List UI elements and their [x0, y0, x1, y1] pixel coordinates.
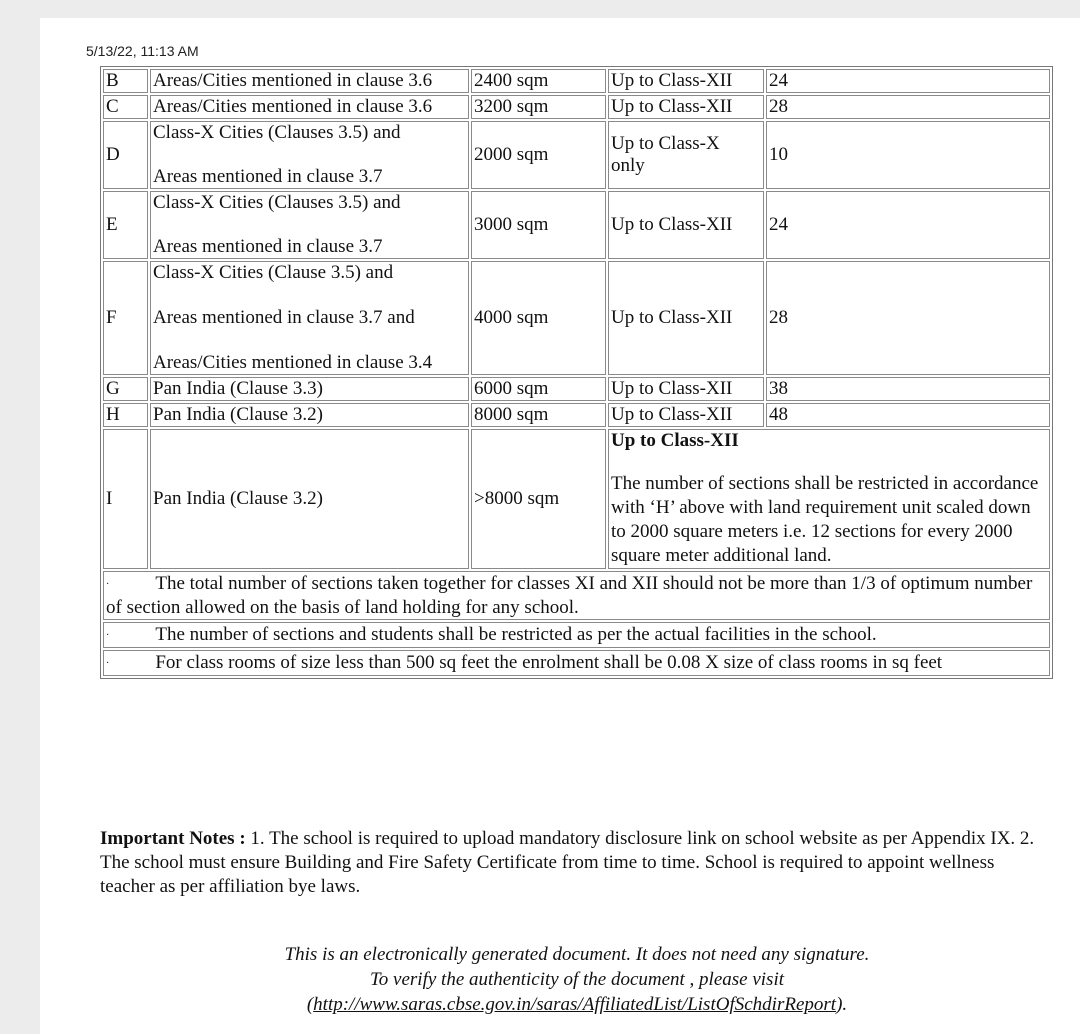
category-cell: I: [103, 429, 148, 569]
class-note-cell: [608, 429, 1050, 569]
important-notes: [100, 827, 1040, 899]
area-line: Areas/Cities mentioned in clause 3.4: [153, 352, 433, 373]
table-row: [103, 429, 1050, 569]
footer-line: This is an electronically generated document. It does not need any signature.: [284, 944, 870, 965]
bullet-icon: ·: [106, 658, 110, 670]
land-cell: >8000 sqm: [471, 429, 606, 569]
table-note-row: [103, 571, 1050, 620]
table-note-row: [103, 622, 1050, 648]
table-row: [103, 261, 1050, 375]
area-line: Areas mentioned in clause 3.7: [153, 236, 383, 257]
footer-link-line: [180, 992, 974, 1017]
bullet-icon: ·: [106, 630, 110, 642]
land-cell: 2000 sqm: [471, 121, 606, 189]
table-row: [103, 69, 1050, 93]
area-line: Class-X Cities (Clause 3.5) and: [153, 262, 394, 283]
land-cell: 2400 sqm: [471, 69, 606, 93]
sections-cell: 38: [766, 377, 1050, 401]
note-text: The total number of sections taken together for classes XI and XII should not be more than 1/3 of optimum number of section allowed on the basis of land holding for any school.: [106, 573, 1033, 619]
table-row: [103, 121, 1050, 189]
land-cell: 3000 sqm: [471, 191, 606, 259]
class-cell: Up to Class-XII: [608, 377, 764, 401]
verification-link[interactable]: http://www.saras.cbse.gov.in/saras/AffiliatedList/ListOfSchdirReport: [313, 994, 837, 1015]
class-label: Up to Class-XII: [611, 430, 739, 451]
link-prefix: (: [306, 994, 314, 1015]
category-cell: E: [103, 191, 148, 259]
class-cell: Up to Class-XII: [608, 191, 764, 259]
print-timestamp: 5/13/22, 11:13 AM: [86, 43, 199, 59]
class-cell: Up to Class-XII: [608, 69, 764, 93]
area-cell: [150, 121, 469, 189]
area-cell: Areas/Cities mentioned in clause 3.6: [150, 69, 469, 93]
sections-cell: 28: [766, 95, 1050, 119]
area-cell: [150, 261, 469, 375]
important-text: 1. The school is required to upload mandatory disclosure link on school website as per Appendix IX. 2. The school must ensure Building and Fire Safety Certificate from time to time. School is required to appoint wellness teacher as per affiliation bye laws.: [100, 828, 1035, 897]
area-cell: Areas/Cities mentioned in clause 3.6: [150, 95, 469, 119]
area-cell: Pan India (Clause 3.2): [150, 403, 469, 427]
table-row: [103, 95, 1050, 119]
land-cell: 3200 sqm: [471, 95, 606, 119]
area-line: Areas mentioned in clause 3.7 and: [153, 307, 415, 328]
important-label: Important Notes :: [100, 828, 246, 849]
sections-note: The number of sections shall be restricted in accordance with ‘H’ above with land requirement unit scaled down to 2000 square meters i.e. 12 sections for every 2000 square meter additional land.: [611, 473, 1039, 566]
category-cell: C: [103, 95, 148, 119]
land-cell: 4000 sqm: [471, 261, 606, 375]
sections-cell: 48: [766, 403, 1050, 427]
area-cell: Pan India (Clause 3.3): [150, 377, 469, 401]
land-cell: 8000 sqm: [471, 403, 606, 427]
footer: [180, 942, 974, 1017]
sections-cell: 24: [766, 191, 1050, 259]
table-note-row: [103, 650, 1050, 676]
category-cell: F: [103, 261, 148, 375]
class-cell: Up to Class-XII: [608, 403, 764, 427]
bullet-icon: ·: [106, 579, 110, 591]
area-line: Areas mentioned in clause 3.7: [153, 166, 383, 187]
area-cell: [150, 191, 469, 259]
footer-line: To verify the authenticity of the document , please visit: [369, 969, 785, 990]
area-cell: Pan India (Clause 3.2): [150, 429, 469, 569]
sections-cell: 28: [766, 261, 1050, 375]
class-cell: Up to Class-X only: [608, 121, 764, 189]
note-text: For class rooms of size less than 500 sq feet the enrolment shall be 0.08 X size of class rooms in sq feet: [155, 652, 943, 674]
category-cell: B: [103, 69, 148, 93]
area-line: Class-X Cities (Clauses 3.5) and: [153, 192, 401, 213]
link-suffix: ).: [836, 994, 848, 1015]
class-cell: Up to Class-XII: [608, 261, 764, 375]
sections-cell: 24: [766, 69, 1050, 93]
land-requirement-table: [100, 66, 1053, 679]
category-cell: H: [103, 403, 148, 427]
category-cell: G: [103, 377, 148, 401]
sections-cell: 10: [766, 121, 1050, 189]
table-row: [103, 403, 1050, 427]
area-line: Class-X Cities (Clauses 3.5) and: [153, 122, 401, 143]
note-text: The number of sections and students shall be restricted as per the actual facilities in the school.: [155, 624, 877, 646]
class-cell: Up to Class-XII: [608, 95, 764, 119]
table-row: [103, 377, 1050, 401]
table-row: [103, 191, 1050, 259]
land-cell: 6000 sqm: [471, 377, 606, 401]
category-cell: D: [103, 121, 148, 189]
